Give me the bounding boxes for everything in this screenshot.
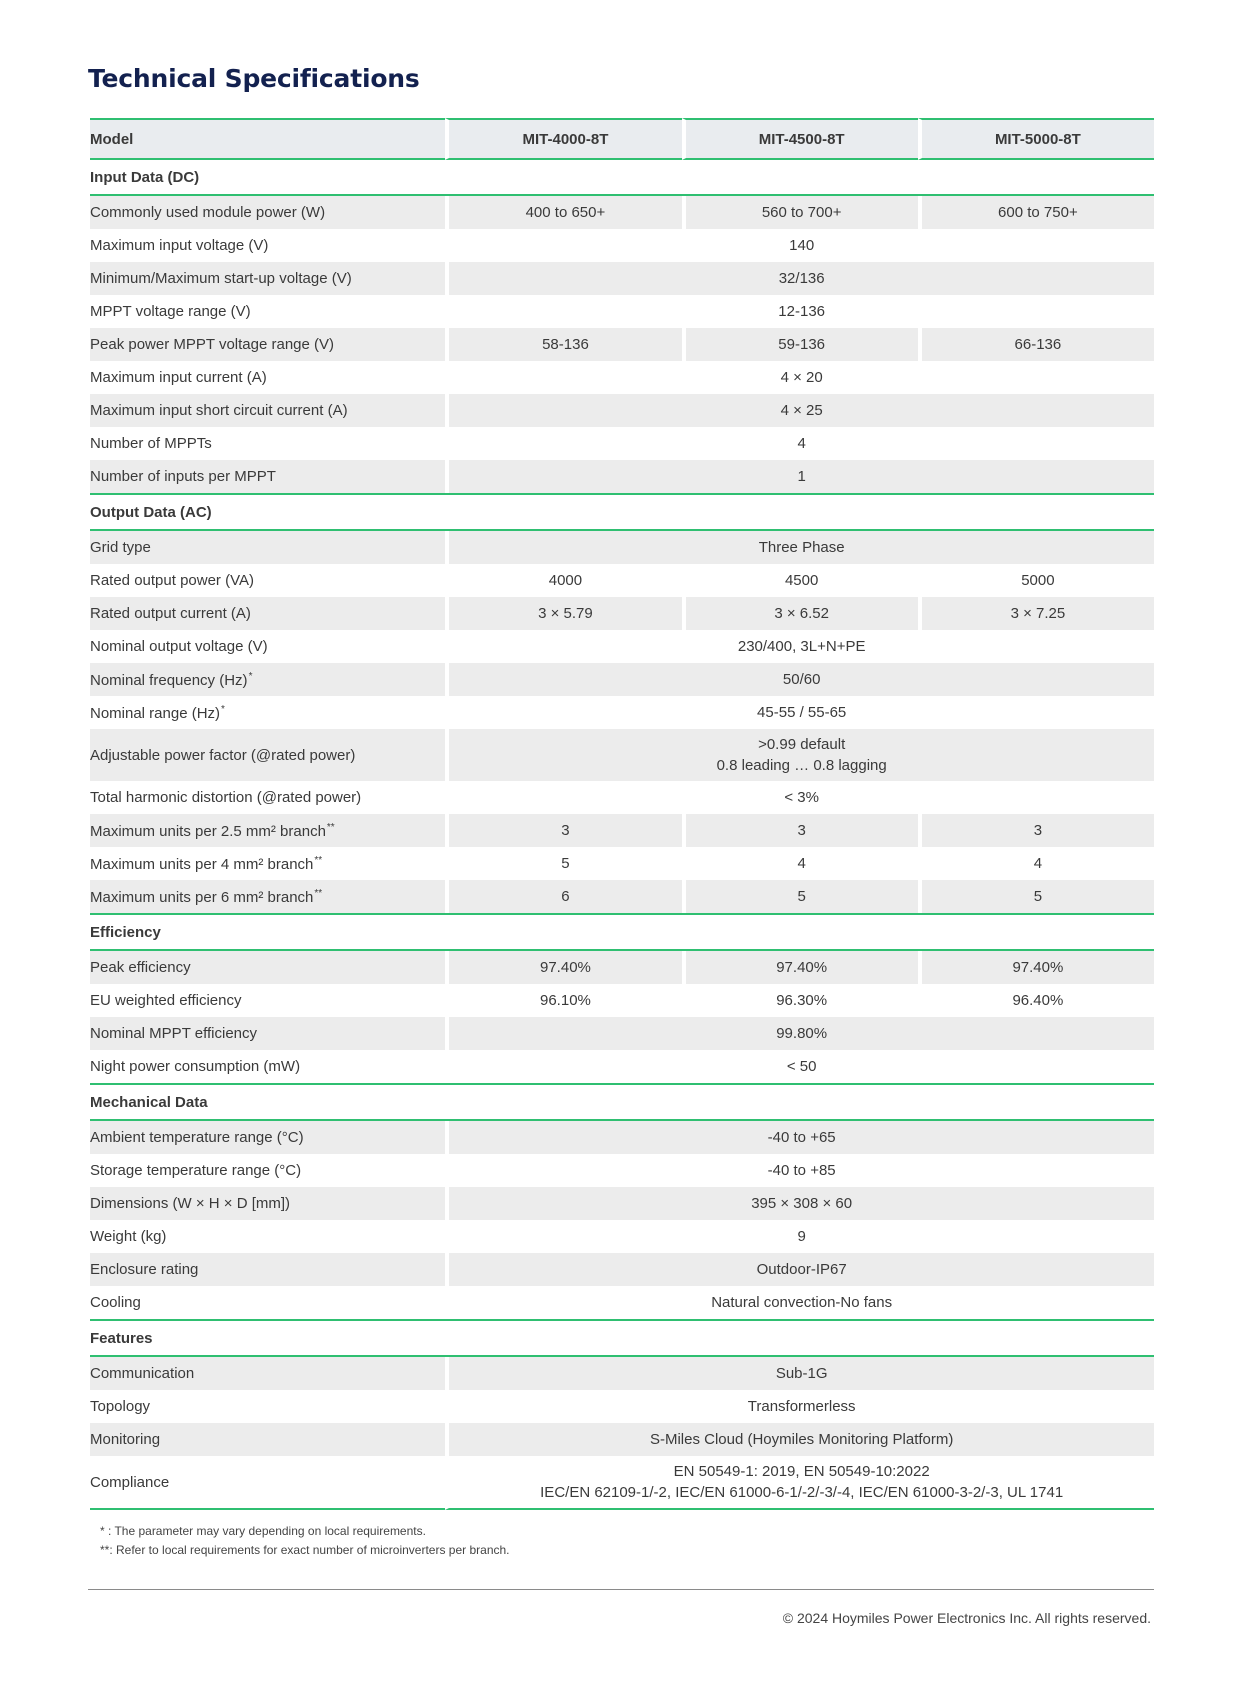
row-label-text: Topology bbox=[90, 1398, 151, 1415]
row-value-all-models: 45-55 / 55-65 bbox=[445, 696, 1154, 729]
table-row bbox=[90, 328, 1154, 361]
footnote-marker: ** bbox=[314, 854, 323, 866]
row-value: 58-136 bbox=[445, 328, 681, 361]
row-label bbox=[90, 1253, 445, 1286]
table-row bbox=[90, 394, 1154, 427]
row-value-all-models: 9 bbox=[445, 1220, 1154, 1253]
copyright-text: © 2024 Hoymiles Power Electronics Inc. All rights reserved. bbox=[782, 1610, 1151, 1626]
row-value-all-models: >0.99 default 0.8 leading … 0.8 lagging bbox=[445, 729, 1154, 781]
row-label-text: Rated output current (A) bbox=[90, 605, 251, 622]
table-row bbox=[90, 1050, 1154, 1083]
table-row bbox=[90, 229, 1154, 262]
row-label-text: Maximum units per 2.5 mm² branch bbox=[90, 822, 326, 840]
row-value: 96.40% bbox=[918, 984, 1154, 1017]
row-label-text: Grid type bbox=[90, 539, 151, 556]
section-title: Mechanical Data bbox=[90, 1083, 1154, 1121]
row-label-text: Peak power MPPT voltage range (V) bbox=[90, 336, 335, 353]
row-label-text: MPPT voltage range (V) bbox=[90, 303, 251, 320]
row-label-text: Monitoring bbox=[90, 1431, 161, 1448]
row-value-all-models: < 3% bbox=[445, 781, 1154, 814]
table-row bbox=[90, 1121, 1154, 1154]
row-value: 96.10% bbox=[445, 984, 681, 1017]
row-value: 66-136 bbox=[918, 328, 1154, 361]
table-row bbox=[90, 427, 1154, 460]
table-row bbox=[90, 262, 1154, 295]
row-label-text: Enclosure rating bbox=[90, 1261, 199, 1278]
table-row bbox=[90, 1390, 1154, 1423]
row-label-text: Storage temperature range (°C) bbox=[90, 1162, 302, 1179]
footnotes bbox=[100, 1522, 510, 1560]
row-label-text: Nominal MPPT efficiency bbox=[90, 1025, 258, 1042]
table-row bbox=[90, 814, 1154, 847]
row-value-all-models: 50/60 bbox=[445, 663, 1154, 696]
row-value: 3 bbox=[918, 814, 1154, 847]
footnote-double-asterisk: **: Refer to local requirements for exact number of microinverters per branch. bbox=[100, 1543, 510, 1557]
model-header-mit-5000: MIT-5000-8T bbox=[918, 118, 1154, 160]
row-value: 400 to 650+ bbox=[445, 196, 681, 229]
row-label-text: Nominal frequency (Hz) bbox=[90, 671, 248, 689]
row-label bbox=[90, 394, 445, 427]
row-value: 59-136 bbox=[682, 328, 918, 361]
table-row bbox=[90, 951, 1154, 984]
row-label bbox=[90, 531, 445, 564]
row-value: 97.40% bbox=[682, 951, 918, 984]
row-value: 5 bbox=[682, 880, 918, 913]
section-header-row bbox=[90, 1083, 1154, 1121]
table-row bbox=[90, 1286, 1154, 1319]
row-label bbox=[90, 295, 445, 328]
row-label-text: Maximum input short circuit current (A) bbox=[90, 402, 348, 419]
row-label-text: Number of MPPTs bbox=[90, 435, 212, 452]
row-label bbox=[90, 196, 445, 229]
row-value: 560 to 700+ bbox=[682, 196, 918, 229]
spec-table bbox=[90, 118, 1154, 1510]
row-value-all-models: Sub-1G bbox=[445, 1357, 1154, 1390]
section-title: Output Data (AC) bbox=[90, 493, 1154, 531]
row-label bbox=[90, 328, 445, 361]
row-label bbox=[90, 696, 445, 729]
section-title: Input Data (DC) bbox=[90, 160, 1154, 196]
row-label bbox=[90, 1423, 445, 1456]
row-value-all-models: < 50 bbox=[445, 1050, 1154, 1083]
table-header-row bbox=[90, 118, 1154, 160]
row-value-all-models: Outdoor-IP67 bbox=[445, 1253, 1154, 1286]
footnote-asterisk: * : The parameter may vary depending on local requirements. bbox=[100, 1524, 426, 1538]
row-label-text: Maximum input current (A) bbox=[90, 369, 267, 386]
section-title: Features bbox=[90, 1319, 1154, 1357]
row-label bbox=[90, 814, 445, 847]
row-value-all-models: 1 bbox=[445, 460, 1154, 493]
table-row bbox=[90, 630, 1154, 663]
row-label bbox=[90, 1456, 445, 1510]
row-value-all-models: S-Miles Cloud (Hoymiles Monitoring Platform) bbox=[445, 1423, 1154, 1456]
row-label bbox=[90, 1121, 445, 1154]
row-label-text: Cooling bbox=[90, 1294, 141, 1311]
row-value-all-models: -40 to +85 bbox=[445, 1154, 1154, 1187]
footer-divider bbox=[88, 1589, 1154, 1590]
row-value: 4 bbox=[918, 847, 1154, 880]
row-label bbox=[90, 984, 445, 1017]
table-row bbox=[90, 196, 1154, 229]
row-value-all-models: 230/400, 3L+N+PE bbox=[445, 630, 1154, 663]
table-row bbox=[90, 847, 1154, 880]
row-label-text: Weight (kg) bbox=[90, 1228, 167, 1245]
row-value: 5 bbox=[445, 847, 681, 880]
row-value-all-models: Transformerless bbox=[445, 1390, 1154, 1423]
row-label-text: Minimum/Maximum start-up voltage (V) bbox=[90, 270, 352, 287]
table-row bbox=[90, 984, 1154, 1017]
row-label-text: Maximum units per 4 mm² branch bbox=[90, 855, 314, 873]
row-label bbox=[90, 1390, 445, 1423]
table-row bbox=[90, 1154, 1154, 1187]
row-label bbox=[90, 847, 445, 880]
table-row bbox=[90, 361, 1154, 394]
row-value-all-models: 4 × 25 bbox=[445, 394, 1154, 427]
row-label bbox=[90, 1187, 445, 1220]
row-value: 96.30% bbox=[682, 984, 918, 1017]
table-row bbox=[90, 729, 1154, 781]
row-value: 97.40% bbox=[445, 951, 681, 984]
section-header-row bbox=[90, 1319, 1154, 1357]
table-row bbox=[90, 663, 1154, 696]
row-value: 5000 bbox=[918, 564, 1154, 597]
row-value: 4 bbox=[682, 847, 918, 880]
row-label-text: Total harmonic distortion (@rated power) bbox=[90, 789, 362, 806]
row-label bbox=[90, 361, 445, 394]
footnote-marker: ** bbox=[326, 821, 335, 833]
row-value-all-models: 12-136 bbox=[445, 295, 1154, 328]
row-label bbox=[90, 1017, 445, 1050]
table-row bbox=[90, 1220, 1154, 1253]
table-row bbox=[90, 696, 1154, 729]
footnote-marker: ** bbox=[314, 887, 323, 899]
row-label bbox=[90, 1357, 445, 1390]
table-row bbox=[90, 1187, 1154, 1220]
row-value: 4500 bbox=[682, 564, 918, 597]
row-label bbox=[90, 229, 445, 262]
row-label-text: Nominal range (Hz) bbox=[90, 704, 221, 722]
row-value-all-models: -40 to +65 bbox=[445, 1121, 1154, 1154]
row-label bbox=[90, 1050, 445, 1083]
table-row bbox=[90, 1017, 1154, 1050]
row-label bbox=[90, 951, 445, 984]
row-label-text: Communication bbox=[90, 1365, 195, 1382]
row-label-text: Compliance bbox=[90, 1473, 170, 1491]
table-row bbox=[90, 781, 1154, 814]
row-label-text: Maximum units per 6 mm² branch bbox=[90, 888, 314, 906]
table-row bbox=[90, 880, 1154, 913]
footnote-marker: * bbox=[248, 670, 253, 682]
row-value-all-models: 395 × 308 × 60 bbox=[445, 1187, 1154, 1220]
row-value: 3 bbox=[682, 814, 918, 847]
row-value: 97.40% bbox=[918, 951, 1154, 984]
row-label-text: Commonly used module power (W) bbox=[90, 204, 326, 221]
table-row bbox=[90, 295, 1154, 328]
row-label-text: Peak efficiency bbox=[90, 959, 191, 976]
row-label bbox=[90, 781, 445, 814]
row-label bbox=[90, 1286, 445, 1319]
row-label bbox=[90, 460, 445, 493]
row-label-text: Rated output power (VA) bbox=[90, 572, 254, 589]
table-row bbox=[90, 1456, 1154, 1510]
table-row bbox=[90, 1423, 1154, 1456]
model-header-mit-4000: MIT-4000-8T bbox=[445, 118, 681, 160]
row-value: 600 to 750+ bbox=[918, 196, 1154, 229]
row-value-all-models: 140 bbox=[445, 229, 1154, 262]
row-value: 6 bbox=[445, 880, 681, 913]
row-label bbox=[90, 1220, 445, 1253]
row-value-all-models: 4 × 20 bbox=[445, 361, 1154, 394]
row-value: 3 bbox=[445, 814, 681, 847]
row-value-all-models: 4 bbox=[445, 427, 1154, 460]
model-column-label: Model bbox=[90, 118, 445, 160]
row-label bbox=[90, 597, 445, 630]
row-label bbox=[90, 880, 445, 913]
table-row bbox=[90, 1357, 1154, 1390]
row-value: 4000 bbox=[445, 564, 681, 597]
section-header-row bbox=[90, 913, 1154, 951]
row-value: 3 × 6.52 bbox=[682, 597, 918, 630]
row-label bbox=[90, 427, 445, 460]
row-label-text: Night power consumption (mW) bbox=[90, 1058, 301, 1075]
row-value: 5 bbox=[918, 880, 1154, 913]
row-label-text: Maximum input voltage (V) bbox=[90, 237, 269, 254]
row-value-all-models: Three Phase bbox=[445, 531, 1154, 564]
row-value: 3 × 5.79 bbox=[445, 597, 681, 630]
row-value-all-models: EN 50549-1: 2019, EN 50549-10:2022 IEC/EN 62109-1/-2, IEC/EN 61000-6-1/-2/-3/-4, IEC/EN 61000-3-2/-3, UL 1741 bbox=[445, 1456, 1154, 1510]
page-title: Technical Specifications bbox=[88, 64, 420, 93]
table-row bbox=[90, 460, 1154, 493]
spec-table-body bbox=[90, 160, 1154, 1510]
row-value-all-models: 99.80% bbox=[445, 1017, 1154, 1050]
row-label bbox=[90, 729, 445, 781]
table-row bbox=[90, 531, 1154, 564]
section-title: Efficiency bbox=[90, 913, 1154, 951]
row-label bbox=[90, 564, 445, 597]
model-header-mit-4500: MIT-4500-8T bbox=[682, 118, 918, 160]
table-row bbox=[90, 1253, 1154, 1286]
row-value: 3 × 7.25 bbox=[918, 597, 1154, 630]
row-label-text: EU weighted efficiency bbox=[90, 992, 242, 1009]
row-label bbox=[90, 630, 445, 663]
row-label-text: Ambient temperature range (°C) bbox=[90, 1129, 304, 1146]
row-label-text: Nominal output voltage (V) bbox=[90, 638, 268, 655]
table-row bbox=[90, 597, 1154, 630]
row-label bbox=[90, 262, 445, 295]
row-value-all-models: 32/136 bbox=[445, 262, 1154, 295]
table-row bbox=[90, 564, 1154, 597]
row-value-all-models: Natural convection-No fans bbox=[445, 1286, 1154, 1319]
row-label bbox=[90, 663, 445, 696]
row-label bbox=[90, 1154, 445, 1187]
section-header-row bbox=[90, 493, 1154, 531]
row-label-text: Number of inputs per MPPT bbox=[90, 468, 276, 485]
section-header-row bbox=[90, 160, 1154, 196]
footnote-marker: * bbox=[221, 703, 225, 715]
row-label-text: Adjustable power factor (@rated power) bbox=[90, 746, 356, 764]
row-label-text: Dimensions (W × H × D [mm]) bbox=[90, 1195, 291, 1212]
